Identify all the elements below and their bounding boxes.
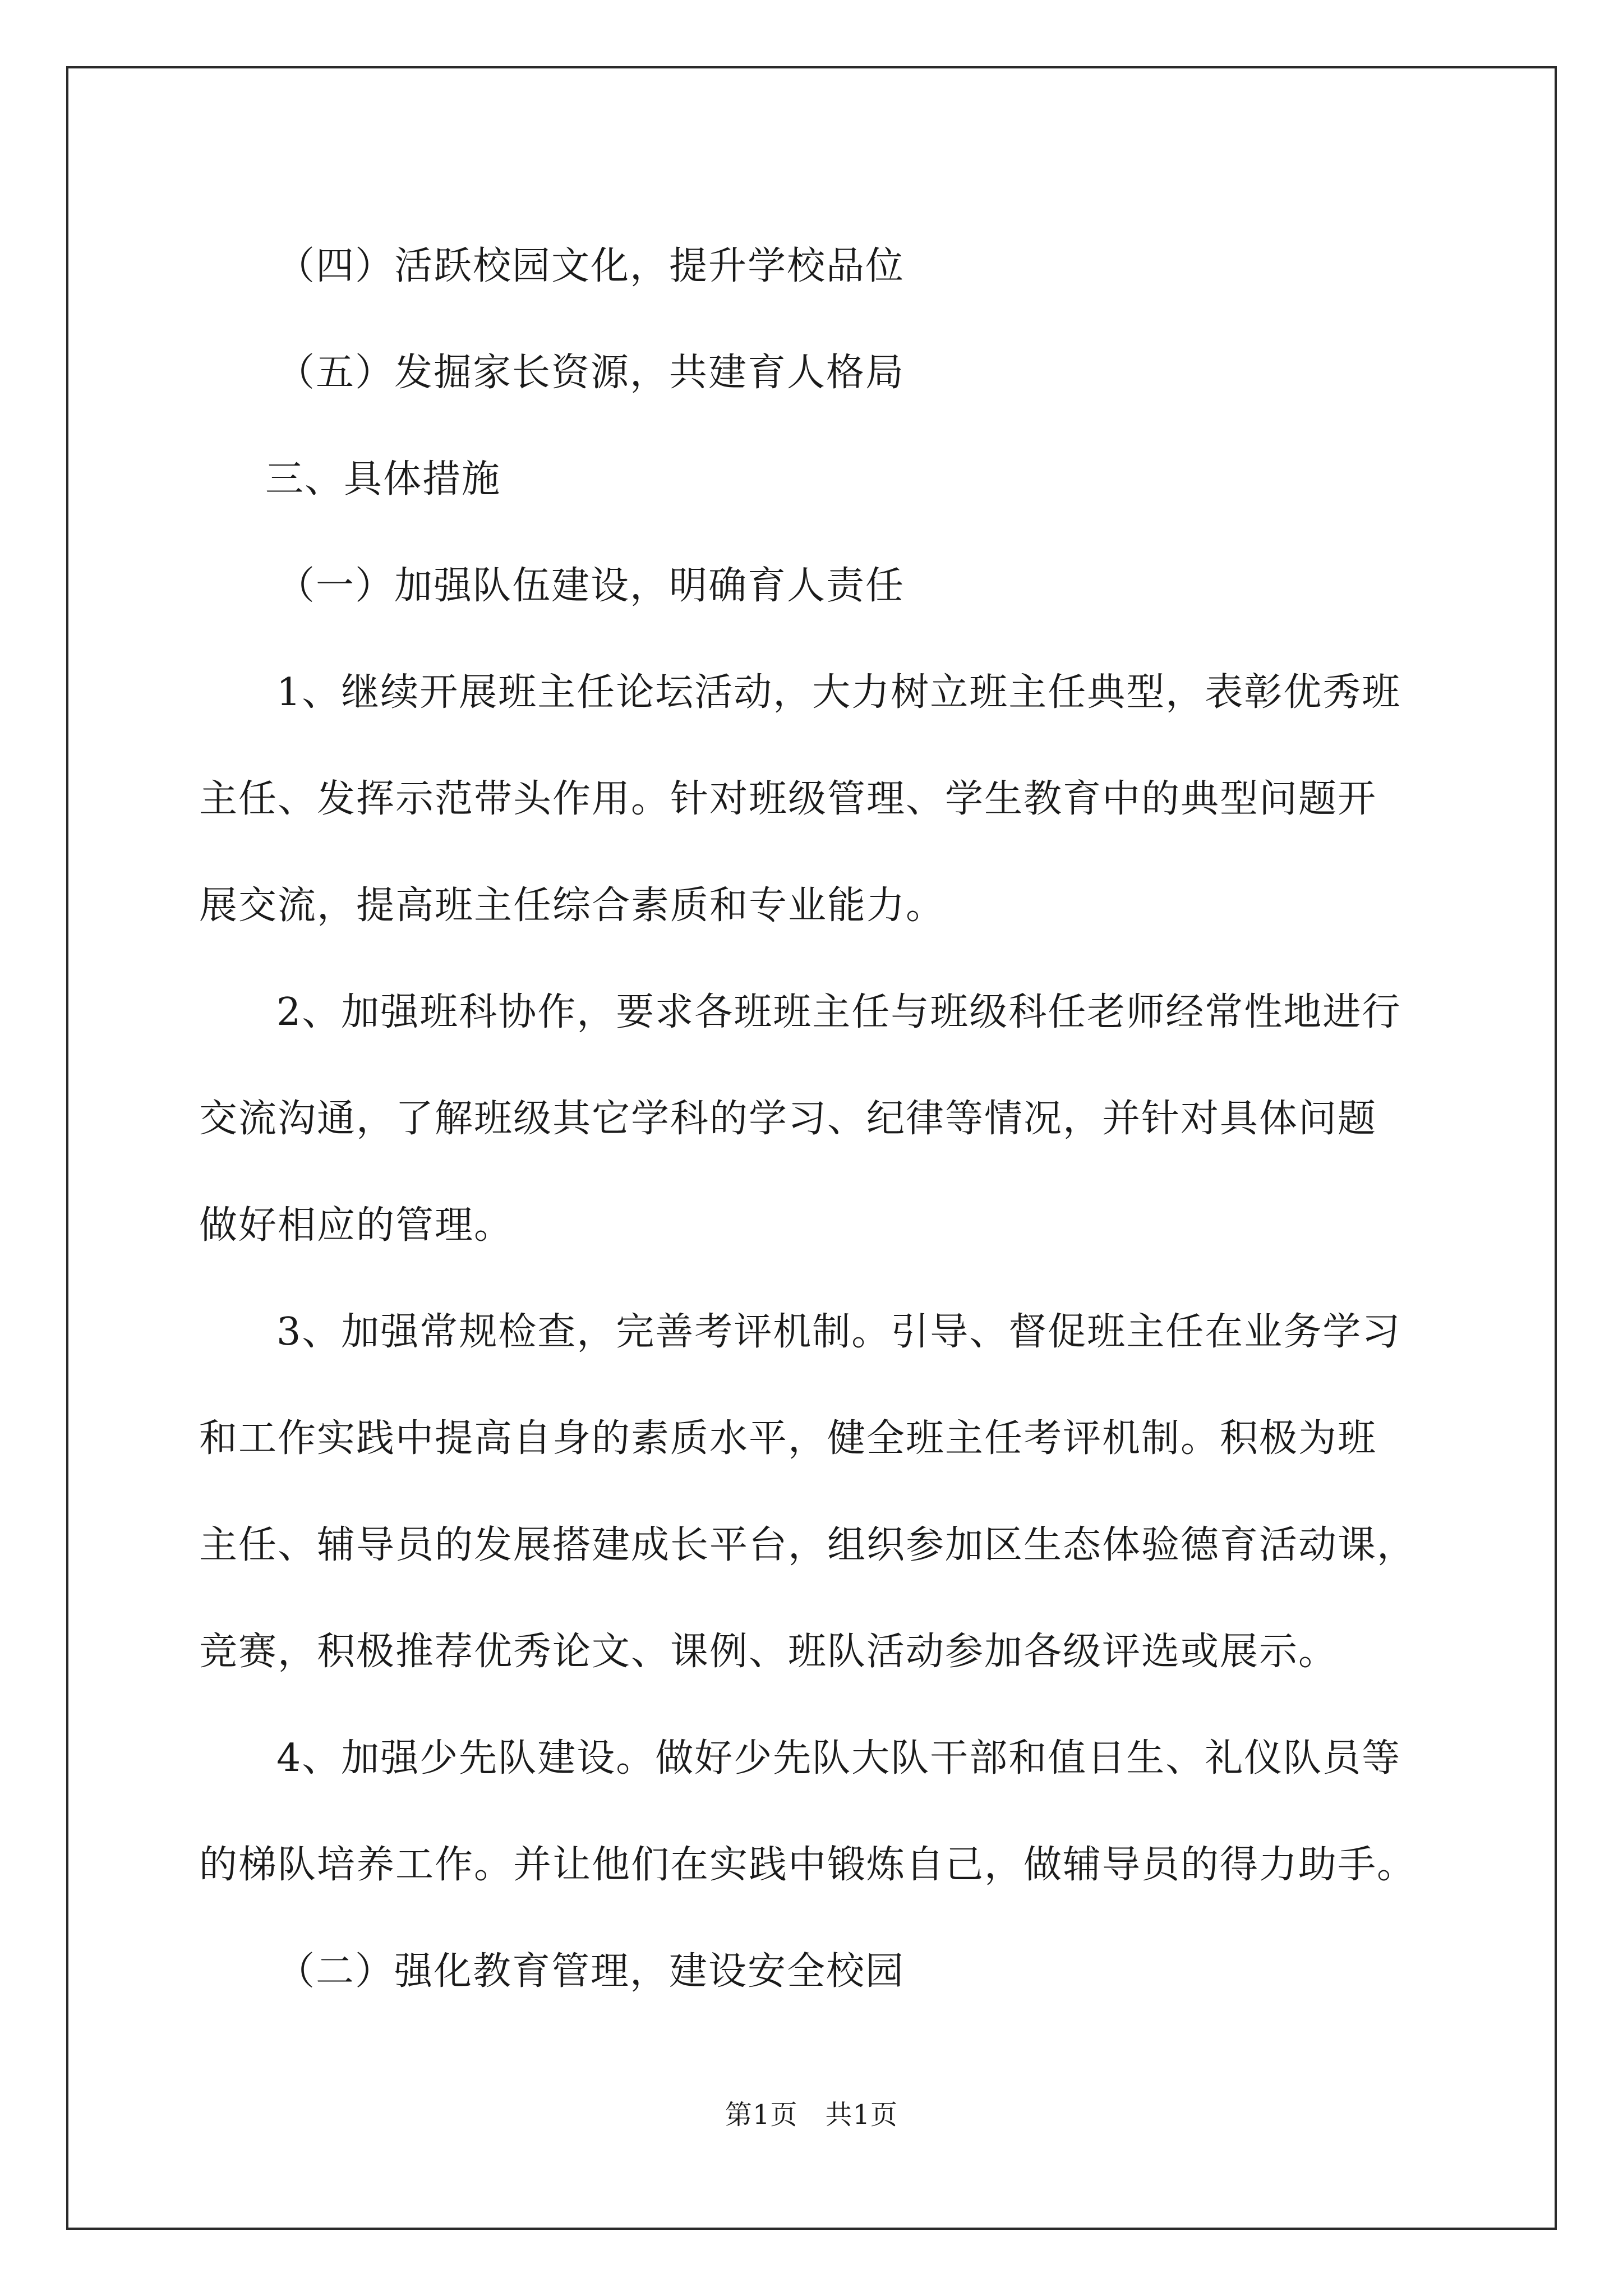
- paragraph-line: 4、加强少先队建设。做好少先队大队干部和值日生、礼仪队员等: [276, 1736, 1401, 1780]
- paragraph-line: 主任、辅导员的发展搭建成长平台，组织参加区生态体验德育活动课，: [199, 1523, 1417, 1567]
- heading-section-4: （四）活跃校园文化，提升学校品位: [276, 244, 905, 288]
- document-body: [199, 213, 1433, 2025]
- paragraph-line: 竞赛，积极推荐优秀论文、课例、班队活动参加各级评选或展示。: [199, 1630, 1338, 1674]
- page-footer: [0, 2098, 1623, 2132]
- heading-specific-measures: 三、具体措施: [265, 457, 501, 501]
- paragraph-line: 主任、发挥示范带头作用。针对班级管理、学生教育中的典型问题开: [199, 777, 1377, 821]
- paragraph-line: 3、加强常规检查，完善考评机制。引导、督促班主任在业务学习: [276, 1310, 1401, 1354]
- paragraph-line: 和工作实践中提高自身的素质水平，健全班主任考评机制。积极为班: [199, 1416, 1377, 1461]
- paragraph-line: 2、加强班科协作，要求各班班主任与班级科任老师经常性地进行: [276, 990, 1401, 1034]
- paragraph-line: 的梯队培养工作。并让他们在实践中锻炼自己，做辅导员的得力助手。: [199, 1843, 1417, 1887]
- heading-subsection-2: （二）强化教育管理，建设安全校园: [276, 1949, 905, 1994]
- page-number: 第1页 共1页: [725, 2099, 898, 2131]
- heading-subsection-1: （一）加强队伍建设，明确育人责任: [276, 564, 905, 608]
- heading-section-5: （五）发掘家长资源，共建育人格局: [276, 351, 905, 395]
- paragraph-line: 做好相应的管理。: [199, 1203, 514, 1248]
- paragraph-line: 交流沟通，了解班级其它学科的学习、纪律等情况，并针对具体问题: [199, 1097, 1377, 1141]
- paragraph-line: 展交流，提高班主任综合素质和专业能力。: [199, 884, 946, 928]
- paragraph-line: 1、继续开展班主任论坛活动，大力树立班主任典型，表彰优秀班: [276, 670, 1401, 715]
